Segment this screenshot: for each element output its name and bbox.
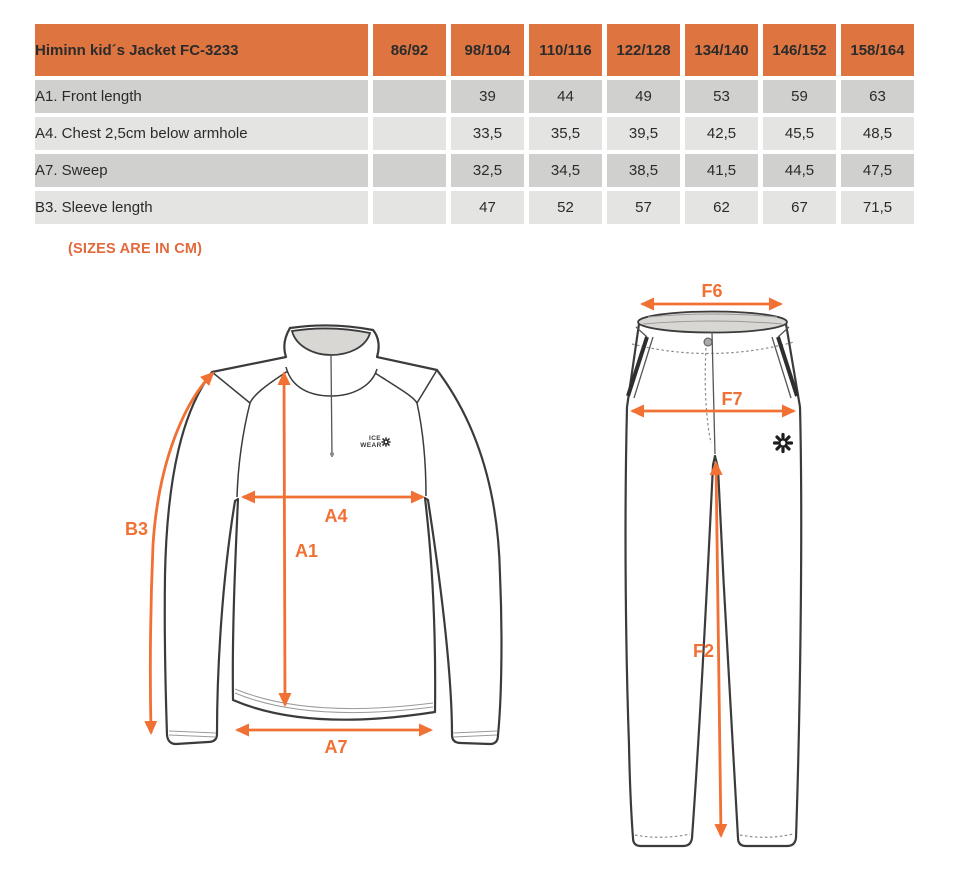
cell-value: 53	[685, 80, 758, 113]
cell-value: 49	[607, 80, 680, 113]
cell-value: 52	[529, 191, 602, 224]
jacket-zip-pull	[330, 452, 334, 456]
jacket-label-a1: A1	[295, 541, 319, 561]
cell-value: 38,5	[607, 154, 680, 187]
jacket-label-a4: A4	[324, 506, 348, 526]
cell-value: 62	[685, 191, 758, 224]
logo-text-line1: ICE	[368, 435, 382, 442]
pants-label-f2: F2	[692, 641, 714, 661]
pants-body	[626, 312, 802, 847]
cell-value: 63	[841, 80, 914, 113]
leg-snowflake-icon	[775, 435, 792, 452]
table-header-row	[35, 24, 914, 76]
cell-value: 34,5	[529, 154, 602, 187]
logo-snowflake-icon	[382, 438, 390, 446]
size-header: 146/152	[763, 24, 836, 76]
size-header: 110/116	[529, 24, 602, 76]
jacket-diagram	[95, 285, 555, 780]
row-label: A4. Chest 2,5cm below armhole	[35, 117, 368, 150]
cell-value: 35,5	[529, 117, 602, 150]
cell-value: 32,5	[451, 154, 524, 187]
waist-button	[704, 338, 712, 346]
cell-value: 45,5	[763, 117, 836, 150]
cell-value: 44	[529, 80, 602, 113]
pants-diagram	[610, 280, 870, 870]
logo-text-line2: WEAR	[360, 442, 382, 449]
cell-value: 44,5	[763, 154, 836, 187]
cell-value: 59	[763, 80, 836, 113]
jacket-label-b3: B3	[125, 519, 149, 539]
table-title: Himinn kid´s Jacket FC-3233	[35, 24, 368, 76]
cell-value: 39,5	[607, 117, 680, 150]
cell-value	[373, 154, 446, 187]
size-header: 158/164	[841, 24, 914, 76]
cell-value: 67	[763, 191, 836, 224]
row-label: A1. Front length	[35, 80, 368, 113]
size-header: 134/140	[685, 24, 758, 76]
table-row	[35, 191, 914, 224]
row-label: B3. Sleeve length	[35, 191, 368, 224]
cell-value: 47	[451, 191, 524, 224]
sizes-note: (SIZES ARE IN CM)	[68, 241, 203, 257]
cell-value: 33,5	[451, 117, 524, 150]
pants-label-f7: F7	[721, 389, 743, 409]
jacket-label-a7: A7	[324, 737, 348, 757]
cell-value: 57	[607, 191, 680, 224]
jacket-body	[165, 325, 502, 744]
cell-value: 42,5	[685, 117, 758, 150]
size-header: 122/128	[607, 24, 680, 76]
table-row	[35, 117, 914, 150]
arrow-a1-front-length	[284, 373, 285, 705]
pants-waist-opening	[638, 312, 787, 333]
pants-label-f6: F6	[701, 281, 723, 301]
cell-value: 39	[451, 80, 524, 113]
size-table	[30, 20, 919, 228]
table-row	[35, 80, 914, 113]
size-header: 98/104	[451, 24, 524, 76]
table-row	[35, 154, 914, 187]
size-header: 86/92	[373, 24, 446, 76]
cell-value: 47,5	[841, 154, 914, 187]
jacket-silhouette	[165, 325, 502, 744]
cell-value	[373, 191, 446, 224]
cell-value	[373, 80, 446, 113]
cell-value	[373, 117, 446, 150]
cell-value: 48,5	[841, 117, 914, 150]
cell-value: 71,5	[841, 191, 914, 224]
row-label: A7. Sweep	[35, 154, 368, 187]
cell-value: 41,5	[685, 154, 758, 187]
